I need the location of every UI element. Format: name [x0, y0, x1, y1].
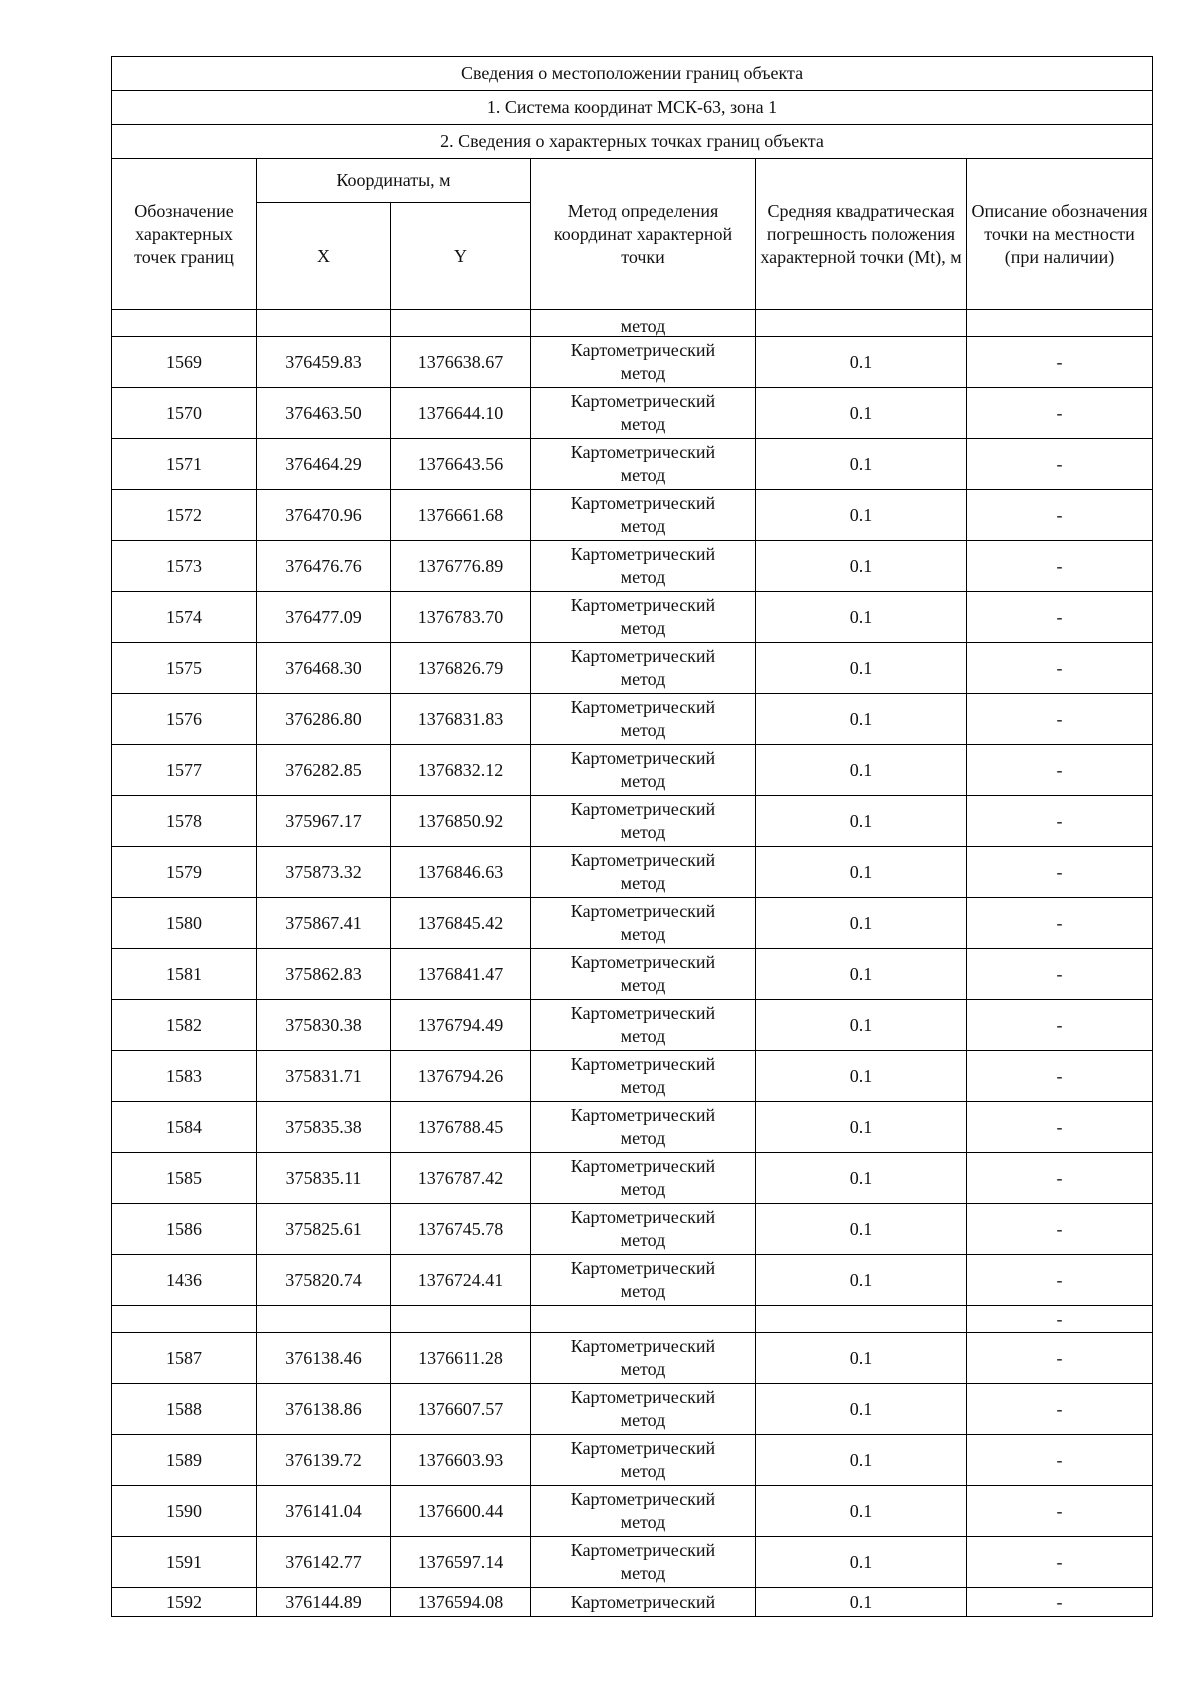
method-cell [531, 643, 756, 694]
method-cell [531, 337, 756, 388]
table-row [112, 745, 1153, 796]
description-cell: - [967, 1537, 1153, 1588]
point-id-cell: 1583 [112, 1051, 257, 1102]
method-cell [531, 439, 756, 490]
continuation-cell [257, 310, 391, 337]
x-coordinate-cell: 375831.71 [257, 1051, 391, 1102]
method-line-1: Картометрический [570, 952, 716, 972]
x-coordinate-cell: 376464.29 [257, 439, 391, 490]
method-line-1: Картометрический [570, 1387, 716, 1407]
boundary-points-table [111, 56, 1153, 1617]
method-cell [531, 1384, 756, 1435]
x-coordinate-cell: 376141.04 [257, 1486, 391, 1537]
table-row [112, 847, 1153, 898]
points-subtitle: 2. Сведения о характерных точках границ объекта [112, 125, 1153, 159]
method-line-2: метод [620, 1563, 666, 1583]
mean-error-cell: 0.1 [756, 1486, 967, 1537]
header-x: X [257, 203, 391, 310]
y-coordinate-cell: 1376594.08 [391, 1588, 531, 1617]
description-cell: - [967, 1204, 1153, 1255]
method-line-1: Картометрический [570, 1207, 716, 1227]
method-line-1: Картометрический [570, 1054, 716, 1074]
point-id-cell: 1591 [112, 1537, 257, 1588]
y-coordinate-cell: 1376846.63 [391, 847, 531, 898]
y-coordinate-cell: 1376607.57 [391, 1384, 531, 1435]
y-coordinate-cell: 1376644.10 [391, 388, 531, 439]
method-cell [531, 388, 756, 439]
table-row [112, 796, 1153, 847]
separator-cell [257, 1306, 391, 1333]
x-coordinate-cell: 375835.38 [257, 1102, 391, 1153]
mean-error-cell: 0.1 [756, 1204, 967, 1255]
x-coordinate-cell: 376282.85 [257, 745, 391, 796]
header-method: Метод определения координат характерной точки [531, 159, 756, 310]
method-line-1: Картометрический [570, 1592, 716, 1612]
method-line-1: Картометрический [570, 1003, 716, 1023]
method-line-1: Картометрический [570, 697, 716, 717]
point-id-cell: 1589 [112, 1435, 257, 1486]
method-line-1: Картометрический [570, 799, 716, 819]
table-row [112, 1153, 1153, 1204]
point-id-cell: 1571 [112, 439, 257, 490]
mean-error-cell: 0.1 [756, 1102, 967, 1153]
header-point-designation: Обозначение характерных точек границ [112, 159, 257, 310]
method-line-2: метод [620, 1461, 666, 1481]
description-cell: - [967, 745, 1153, 796]
description-cell: - [967, 1153, 1153, 1204]
method-cell [531, 1255, 756, 1306]
description-cell: - [967, 1051, 1153, 1102]
y-coordinate-cell: 1376783.70 [391, 592, 531, 643]
method-line-2: метод [620, 465, 666, 485]
mean-error-cell: 0.1 [756, 490, 967, 541]
x-coordinate-cell: 376142.77 [257, 1537, 391, 1588]
method-line-2: метод [620, 720, 666, 740]
x-coordinate-cell: 376476.76 [257, 541, 391, 592]
table-row [112, 1000, 1153, 1051]
description-cell: - [967, 1255, 1153, 1306]
method-line-1: Картометрический [570, 544, 716, 564]
continuation-cell [756, 310, 967, 337]
description-cell: - [967, 796, 1153, 847]
method-line-2: метод [620, 1359, 666, 1379]
y-coordinate-cell: 1376776.89 [391, 541, 531, 592]
x-coordinate-cell: 375862.83 [257, 949, 391, 1000]
mean-error-cell: 0.1 [756, 745, 967, 796]
description-cell: - [967, 898, 1153, 949]
point-id-cell: 1572 [112, 490, 257, 541]
method-line-1: Картометрический [570, 595, 716, 615]
description-cell: - [967, 337, 1153, 388]
mean-error-cell: 0.1 [756, 694, 967, 745]
point-id-cell: 1570 [112, 388, 257, 439]
description-cell: - [967, 1102, 1153, 1153]
continuation-cell [112, 310, 257, 337]
method-line-2: метод [620, 1512, 666, 1532]
method-line-2: метод [620, 1281, 666, 1301]
description-cell: - [967, 847, 1153, 898]
point-id-cell: 1585 [112, 1153, 257, 1204]
y-coordinate-cell: 1376788.45 [391, 1102, 531, 1153]
y-coordinate-cell: 1376850.92 [391, 796, 531, 847]
x-coordinate-cell: 375825.61 [257, 1204, 391, 1255]
y-coordinate-cell: 1376724.41 [391, 1255, 531, 1306]
mean-error-cell: 0.1 [756, 1435, 967, 1486]
method-line-1: Картометрический [570, 391, 716, 411]
mean-error-cell: 0.1 [756, 796, 967, 847]
header-description: Описание обозначения точки на местности (при наличии) [967, 159, 1153, 310]
method-cell [531, 1486, 756, 1537]
point-id-cell: 1574 [112, 592, 257, 643]
method-cell [531, 898, 756, 949]
mean-error-cell: 0.1 [756, 1255, 967, 1306]
mean-error-cell: 0.1 [756, 1588, 967, 1617]
x-coordinate-cell: 376138.46 [257, 1333, 391, 1384]
x-coordinate-cell: 376139.72 [257, 1435, 391, 1486]
mean-error-cell: 0.1 [756, 1153, 967, 1204]
method-line-2: метод [620, 873, 666, 893]
separator-cell [531, 1306, 756, 1333]
table-row [112, 439, 1153, 490]
method-line-1: Картометрический [570, 748, 716, 768]
mean-error-cell: 0.1 [756, 643, 967, 694]
point-id-cell: 1582 [112, 1000, 257, 1051]
y-coordinate-cell: 1376787.42 [391, 1153, 531, 1204]
x-coordinate-cell: 376459.83 [257, 337, 391, 388]
method-line-1: Картометрический [570, 340, 716, 360]
table-row [112, 1204, 1153, 1255]
method-cell [531, 490, 756, 541]
y-coordinate-cell: 1376794.49 [391, 1000, 531, 1051]
table-row [112, 694, 1153, 745]
method-cell [531, 796, 756, 847]
coordinate-system-title: 1. Система координат МСК-63, зона 1 [112, 91, 1153, 125]
x-coordinate-cell: 375967.17 [257, 796, 391, 847]
point-id-cell: 1580 [112, 898, 257, 949]
method-line-2: метод [620, 771, 666, 791]
point-id-cell: 1576 [112, 694, 257, 745]
separator-cell [112, 1306, 257, 1333]
method-cell [531, 1051, 756, 1102]
x-coordinate-cell: 376286.80 [257, 694, 391, 745]
description-cell: - [967, 1333, 1153, 1384]
method-line-1: Картометрический [570, 442, 716, 462]
point-id-cell: 1586 [112, 1204, 257, 1255]
description-cell: - [967, 541, 1153, 592]
method-cell [531, 1435, 756, 1486]
method-line-1: Картометрический [570, 1336, 716, 1356]
y-coordinate-cell: 1376832.12 [391, 745, 531, 796]
y-coordinate-cell: 1376845.42 [391, 898, 531, 949]
x-coordinate-cell: 376470.96 [257, 490, 391, 541]
method-line-2: метод [620, 822, 666, 842]
method-line-2: метод [620, 363, 666, 383]
mean-error-cell: 0.1 [756, 1051, 967, 1102]
description-cell: - [967, 1384, 1153, 1435]
point-id-cell: 1579 [112, 847, 257, 898]
method-line-2: метод [620, 414, 666, 434]
mean-error-cell: 0.1 [756, 898, 967, 949]
method-cell [531, 1204, 756, 1255]
table-row [112, 490, 1153, 541]
table-row [112, 592, 1153, 643]
mean-error-cell: 0.1 [756, 1384, 967, 1435]
boundary-points-sheet [111, 56, 1152, 1617]
method-line-2: метод [620, 1179, 666, 1199]
x-coordinate-cell: 375835.11 [257, 1153, 391, 1204]
y-coordinate-cell: 1376745.78 [391, 1204, 531, 1255]
method-line-2: метод [620, 924, 666, 944]
method-line-2: метод [620, 669, 666, 689]
method-line-2: метод [620, 1410, 666, 1430]
y-coordinate-cell: 1376794.26 [391, 1051, 531, 1102]
mean-error-cell: 0.1 [756, 388, 967, 439]
table-row [112, 949, 1153, 1000]
header-mean-error: Средняя квадратическая погрешность положения характерной точки (Mt), м [756, 159, 967, 310]
description-cell: - [967, 643, 1153, 694]
description-cell: - [967, 592, 1153, 643]
description-cell: - [967, 388, 1153, 439]
separator-description: - [967, 1306, 1153, 1333]
method-line-1: Картометрический [570, 1105, 716, 1125]
table-row [112, 1051, 1153, 1102]
method-cell [531, 592, 756, 643]
table-row [112, 1102, 1153, 1153]
method-cell [531, 1333, 756, 1384]
description-cell: - [967, 1588, 1153, 1617]
method-line-1: Картометрический [570, 646, 716, 666]
header-y: Y [391, 203, 531, 310]
method-cell [531, 694, 756, 745]
method-cell [531, 1537, 756, 1588]
x-coordinate-cell: 376477.09 [257, 592, 391, 643]
table-row [112, 388, 1153, 439]
method-line-2: метод [620, 567, 666, 587]
point-id-cell: 1590 [112, 1486, 257, 1537]
description-cell: - [967, 439, 1153, 490]
y-coordinate-cell: 1376643.56 [391, 439, 531, 490]
y-coordinate-cell: 1376841.47 [391, 949, 531, 1000]
method-cell [531, 1588, 756, 1617]
point-id-cell: 1592 [112, 1588, 257, 1617]
mean-error-cell: 0.1 [756, 1537, 967, 1588]
point-id-cell: 1587 [112, 1333, 257, 1384]
continuation-cell [391, 310, 531, 337]
mean-error-cell: 0.1 [756, 337, 967, 388]
point-id-cell: 1588 [112, 1384, 257, 1435]
method-line-2: метод [620, 516, 666, 536]
x-coordinate-cell: 375867.41 [257, 898, 391, 949]
table-row [112, 1588, 1153, 1617]
table-row [112, 1537, 1153, 1588]
method-line-1: Картометрический [570, 1489, 716, 1509]
x-coordinate-cell: 375830.38 [257, 1000, 391, 1051]
x-coordinate-cell: 375873.32 [257, 847, 391, 898]
table-row [112, 1333, 1153, 1384]
y-coordinate-cell: 1376597.14 [391, 1537, 531, 1588]
method-line-2: метод [620, 1230, 666, 1250]
point-id-cell: 1584 [112, 1102, 257, 1153]
contour-separator-row [112, 1306, 1153, 1333]
method-line-1: Картометрический [570, 1258, 716, 1278]
point-id-cell: 1436 [112, 1255, 257, 1306]
method-line-2: метод [620, 1026, 666, 1046]
y-coordinate-cell: 1376661.68 [391, 490, 531, 541]
method-line-2: метод [620, 1128, 666, 1148]
table-row [112, 898, 1153, 949]
table-row [112, 1435, 1153, 1486]
continuation-row [112, 310, 1153, 337]
section-title: Сведения о местоположении границ объекта [112, 57, 1153, 91]
description-cell: - [967, 694, 1153, 745]
mean-error-cell: 0.1 [756, 1000, 967, 1051]
mean-error-cell: 0.1 [756, 847, 967, 898]
method-line-1: Картометрический [570, 493, 716, 513]
x-coordinate-cell: 375820.74 [257, 1255, 391, 1306]
header-coordinates: Координаты, м [257, 159, 531, 203]
table-row [112, 541, 1153, 592]
method-line-1: Картометрический [570, 1156, 716, 1176]
x-coordinate-cell: 376144.89 [257, 1588, 391, 1617]
table-row [112, 1486, 1153, 1537]
point-id-cell: 1578 [112, 796, 257, 847]
y-coordinate-cell: 1376826.79 [391, 643, 531, 694]
point-id-cell: 1573 [112, 541, 257, 592]
y-coordinate-cell: 1376603.93 [391, 1435, 531, 1486]
mean-error-cell: 0.1 [756, 541, 967, 592]
y-coordinate-cell: 1376638.67 [391, 337, 531, 388]
x-coordinate-cell: 376468.30 [257, 643, 391, 694]
continuation-method: метод [531, 310, 756, 337]
table-row [112, 1384, 1153, 1435]
description-cell: - [967, 949, 1153, 1000]
method-line-1: Картометрический [570, 850, 716, 870]
description-cell: - [967, 490, 1153, 541]
point-id-cell: 1569 [112, 337, 257, 388]
x-coordinate-cell: 376463.50 [257, 388, 391, 439]
description-cell: - [967, 1435, 1153, 1486]
method-cell [531, 745, 756, 796]
separator-cell [756, 1306, 967, 1333]
mean-error-cell: 0.1 [756, 949, 967, 1000]
method-cell [531, 1102, 756, 1153]
method-line-2: метод [620, 1077, 666, 1097]
point-id-cell: 1575 [112, 643, 257, 694]
continuation-cell [967, 310, 1153, 337]
table-row [112, 643, 1153, 694]
method-cell [531, 847, 756, 898]
method-line-1: Картометрический [570, 901, 716, 921]
y-coordinate-cell: 1376831.83 [391, 694, 531, 745]
x-coordinate-cell: 376138.86 [257, 1384, 391, 1435]
method-line-2: метод [620, 618, 666, 638]
mean-error-cell: 0.1 [756, 592, 967, 643]
y-coordinate-cell: 1376600.44 [391, 1486, 531, 1537]
method-cell [531, 1000, 756, 1051]
method-line-1: Картометрический [570, 1438, 716, 1458]
y-coordinate-cell: 1376611.28 [391, 1333, 531, 1384]
point-id-cell: 1577 [112, 745, 257, 796]
method-line-2: метод [620, 975, 666, 995]
description-cell: - [967, 1000, 1153, 1051]
description-cell: - [967, 1486, 1153, 1537]
mean-error-cell: 0.1 [756, 1333, 967, 1384]
mean-error-cell: 0.1 [756, 439, 967, 490]
method-cell [531, 949, 756, 1000]
table-row [112, 337, 1153, 388]
separator-cell [391, 1306, 531, 1333]
method-cell [531, 1153, 756, 1204]
table-row [112, 1255, 1153, 1306]
method-line-1: Картометрический [570, 1540, 716, 1560]
point-id-cell: 1581 [112, 949, 257, 1000]
method-cell [531, 541, 756, 592]
